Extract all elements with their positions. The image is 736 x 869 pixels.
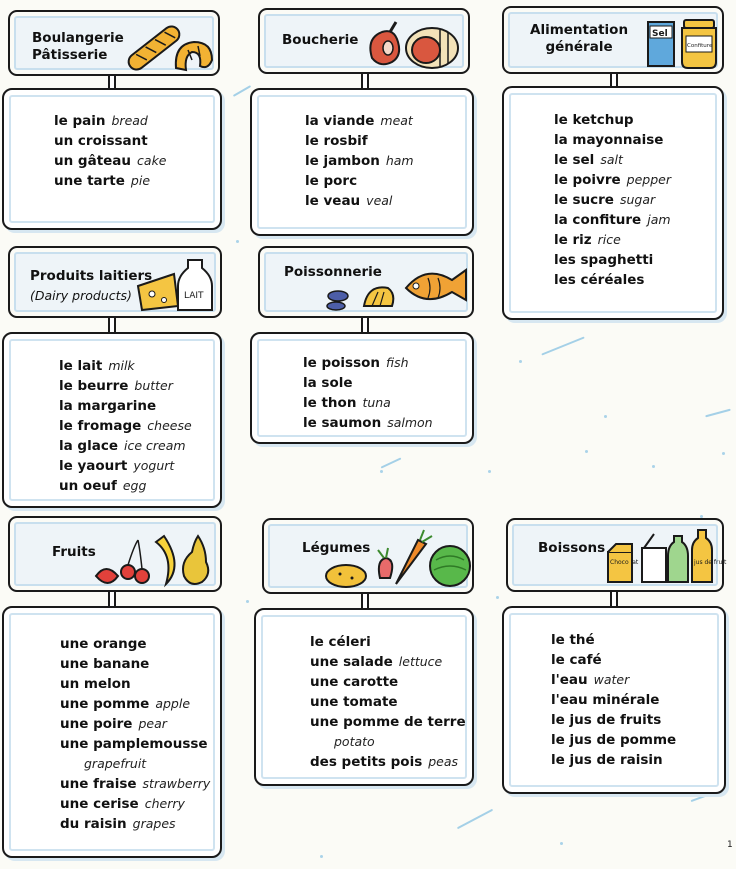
word-list <box>59 356 192 496</box>
list-item: une cerise cherry <box>60 796 185 812</box>
board-fruits <box>2 606 222 858</box>
sign-produits-laitiers <box>8 246 222 318</box>
list-item: le riz rice <box>554 232 621 248</box>
sign-title: Boucherie <box>282 32 359 48</box>
list-item: une salade lettuce <box>310 654 443 670</box>
board-boissons <box>502 606 726 794</box>
list-item: le sel salt <box>554 152 623 168</box>
list-item: une tarte pie <box>54 173 151 189</box>
sign-boissons <box>506 518 727 592</box>
list-item: l'eau minérale <box>551 692 660 708</box>
list-item: le yaourt yogurt <box>59 458 175 474</box>
sign-title: Boissons <box>538 540 606 556</box>
word-list <box>305 111 414 211</box>
list-item: le ketchup <box>554 112 634 128</box>
list-item: la sole <box>303 375 353 391</box>
list-item: les céréales <box>554 272 645 288</box>
sign-title <box>32 30 124 64</box>
board-alimentation-generale <box>502 86 724 320</box>
list-item: le fromage cheese <box>59 418 192 434</box>
list-item: une pamplemousse <box>60 736 208 752</box>
list-item: une carotte <box>310 674 399 690</box>
list-item: le jambon ham <box>305 153 414 169</box>
list-item: une pomme de terre <box>310 714 466 730</box>
list-item: le jus de fruits <box>551 712 662 728</box>
list-item: le saumon salmon <box>303 415 433 431</box>
list-item: une fraise strawberry <box>60 776 211 792</box>
word-list <box>60 634 210 834</box>
vegetables-icon <box>322 526 472 590</box>
sign-title-line1: Boulangerie <box>32 30 124 46</box>
sign-title-line1: Alimentation <box>530 22 629 38</box>
list-item: un melon <box>60 676 131 692</box>
list-item: potato <box>334 734 375 749</box>
board-boucherie <box>250 88 474 236</box>
list-item: le veau veal <box>305 193 393 209</box>
list-item: le jus de pomme <box>551 732 677 748</box>
word-list <box>54 111 167 191</box>
list-item: le sucre sugar <box>554 192 656 208</box>
bottle-label: LAIT <box>184 291 204 301</box>
list-item: la mayonnaise <box>554 132 664 148</box>
list-item: grapefruit <box>84 756 147 771</box>
list-item: le céleri <box>310 634 371 650</box>
carton-label: Choco lat <box>610 559 639 566</box>
list-item: la margarine <box>59 398 157 414</box>
fruits-icon <box>94 526 218 590</box>
list-item: un gâteau cake <box>54 153 167 169</box>
list-item: le poivre pepper <box>554 172 671 188</box>
list-item: une pomme apple <box>60 696 191 712</box>
list-item: le lait milk <box>59 358 135 374</box>
list-item: une tomate <box>310 694 398 710</box>
list-item: le jus de raisin <box>551 752 663 768</box>
list-item: la confiture jam <box>554 212 671 228</box>
word-list <box>310 632 466 772</box>
seafood-icon <box>320 256 470 314</box>
sign-title: Légumes <box>302 540 371 556</box>
list-item: une banane <box>60 656 150 672</box>
sign-poissonnerie <box>258 246 474 318</box>
list-item: le thon tuna <box>303 395 391 411</box>
sign-title: Poissonnerie <box>284 264 382 280</box>
list-item: la glace ice cream <box>59 438 186 454</box>
sign-title-line2: Pâtisserie <box>32 46 108 63</box>
list-item: le porc <box>305 173 358 189</box>
sign-title: Produits laitiers <box>30 268 153 284</box>
board-produits-laitiers <box>2 332 222 508</box>
sign-subtitle: (Dairy products) <box>30 288 132 303</box>
list-item: le beurre butter <box>59 378 173 394</box>
word-list <box>551 630 676 770</box>
salt-jam-icon <box>644 14 720 72</box>
jar-label: Confiture <box>687 43 713 49</box>
sign-title: Fruits <box>52 544 96 560</box>
list-item: une orange <box>60 636 147 652</box>
list-item: le café <box>551 652 602 668</box>
drinks-icon <box>604 526 727 588</box>
list-item: du raisin grapes <box>60 816 176 832</box>
sign-boulangerie <box>8 10 220 76</box>
cheese-milk-icon <box>134 256 218 314</box>
list-item: les spaghetti <box>554 252 654 268</box>
sign-title <box>530 22 628 56</box>
board-poissonnerie <box>250 332 474 444</box>
word-list <box>303 353 433 433</box>
board-boulangerie <box>2 88 222 230</box>
board-legumes <box>254 608 474 786</box>
word-list <box>554 110 671 290</box>
list-item: le rosbif <box>305 133 368 149</box>
baguette-croissant-icon <box>122 20 216 76</box>
sign-title-line2: générale <box>545 38 613 55</box>
corner-mark: 1 <box>727 840 733 850</box>
sign-fruits <box>8 516 222 592</box>
list-item: des petits pois peas <box>310 754 459 770</box>
sign-alimentation-generale <box>502 6 724 74</box>
list-item: un oeuf egg <box>59 478 147 494</box>
sign-legumes <box>262 518 474 594</box>
list-item: le thé <box>551 632 595 648</box>
list-item: le poisson fish <box>303 355 409 371</box>
salt-box-label: Sel <box>652 29 668 39</box>
list-item: une poire pear <box>60 716 167 732</box>
list-item: l'eau water <box>551 672 630 688</box>
list-item: le pain bread <box>54 113 148 129</box>
sign-boucherie <box>258 8 470 74</box>
list-item: un croissant <box>54 133 148 149</box>
meat-icon <box>364 18 464 72</box>
bottle-label: jus de fruit <box>694 559 727 566</box>
list-item: la viande meat <box>305 113 413 129</box>
